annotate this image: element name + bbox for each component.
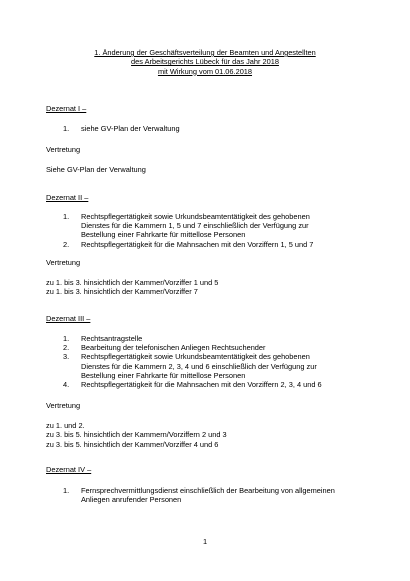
list-item: 1. Rechtsantragstelle xyxy=(63,334,143,343)
dezernat-4-heading: Dezernat IV – xyxy=(46,465,92,474)
dezernat-1-heading-block xyxy=(46,104,376,113)
vertretung-label: Vertretung xyxy=(46,401,81,410)
dezernat-2-heading-block xyxy=(46,193,376,202)
dezernat-2-vertretung xyxy=(46,258,376,267)
document-title xyxy=(60,48,350,76)
title-line: 1. Änderung der Geschäftsverteilung der Beamten und Angestellten xyxy=(94,48,316,57)
dezernat-1-vertretung xyxy=(46,145,376,154)
dezernat-1-heading: Dezernat I – xyxy=(46,104,87,113)
vertretung-label: Vertretung xyxy=(46,145,81,154)
list-item: 1. Rechtspflegertätigkeit sowie Urkundsbeamtentätigkeit des gehobenen Dienstes für die Kammern 1, 5 und 7 einschließlich der Verfügung zur Bestellung einer Fahrkarte für mittellose Personen xyxy=(63,212,310,240)
title-line: mit Wirkung vom 01.06.2018 xyxy=(157,66,253,76)
list-item: 1. Fernsprechvermittlungsdienst einschließlich der Bearbeitung von allgemeinen Anliegen anrufender Personen xyxy=(63,486,335,505)
list-item: 4. Rechtspflegertätigkeit für die Mahnsachen mit den Vorziffern 2, 3, 4 und 6 xyxy=(63,380,322,390)
dezernat-3-vertretung xyxy=(46,401,376,410)
dezernat-2-list xyxy=(46,212,376,249)
page-number: 1 xyxy=(202,537,208,546)
dezernat-3-vertretung-text: zu 1. und 2. zu 3. bis 5. hinsichtlich der Kammern/Vorziffern 2 und 3 zu 3. bis 5. hinsichtlich der Kammer/Vorziffer 4 und 6 xyxy=(46,421,227,449)
dezernat-1-list xyxy=(46,124,376,133)
vertretung-label: Vertretung xyxy=(46,258,81,267)
dezernat-2-vertretung-text: zu 1. bis 3. hinsichtlich der Kammer/Vorziffer 1 und 5 zu 1. bis 3. hinsichtlich der Kammer/Vorziffer 7 xyxy=(46,278,219,297)
dezernat-4-heading-block xyxy=(46,465,376,474)
list-item: 2. Bearbeitung der telefonischen Anliegen Rechtsuchender xyxy=(63,343,266,353)
dezernat-3-heading-block xyxy=(46,314,376,323)
list-item: 1. siehe GV-Plan der Verwaltung xyxy=(63,124,180,133)
title-line: des Arbeitsgerichts Lübeck für das Jahr 2018 xyxy=(131,57,279,67)
dezernat-2-heading: Dezernat II – xyxy=(46,193,89,202)
list-item: 2. Rechtspflegertätigkeit für die Mahnsachen mit den Vorziffern 1, 5 und 7 xyxy=(63,239,314,249)
dezernat-1-vertretung-text: Siehe GV-Plan der Verwaltung xyxy=(46,165,146,174)
dezernat-4-list xyxy=(46,486,376,504)
dezernat-3-list xyxy=(46,334,376,389)
list-item: 3. Rechtspflegertätigkeit sowie Urkundsbeamtentätigkeit des gehobenen Dienstes für die Kammern 2, 3, 4 und 6 einschließlich der Verfügung zur Bestellung einer Fahrkarte für mittellose Personen xyxy=(63,352,317,380)
dezernat-3-heading: Dezernat III – xyxy=(46,314,91,323)
